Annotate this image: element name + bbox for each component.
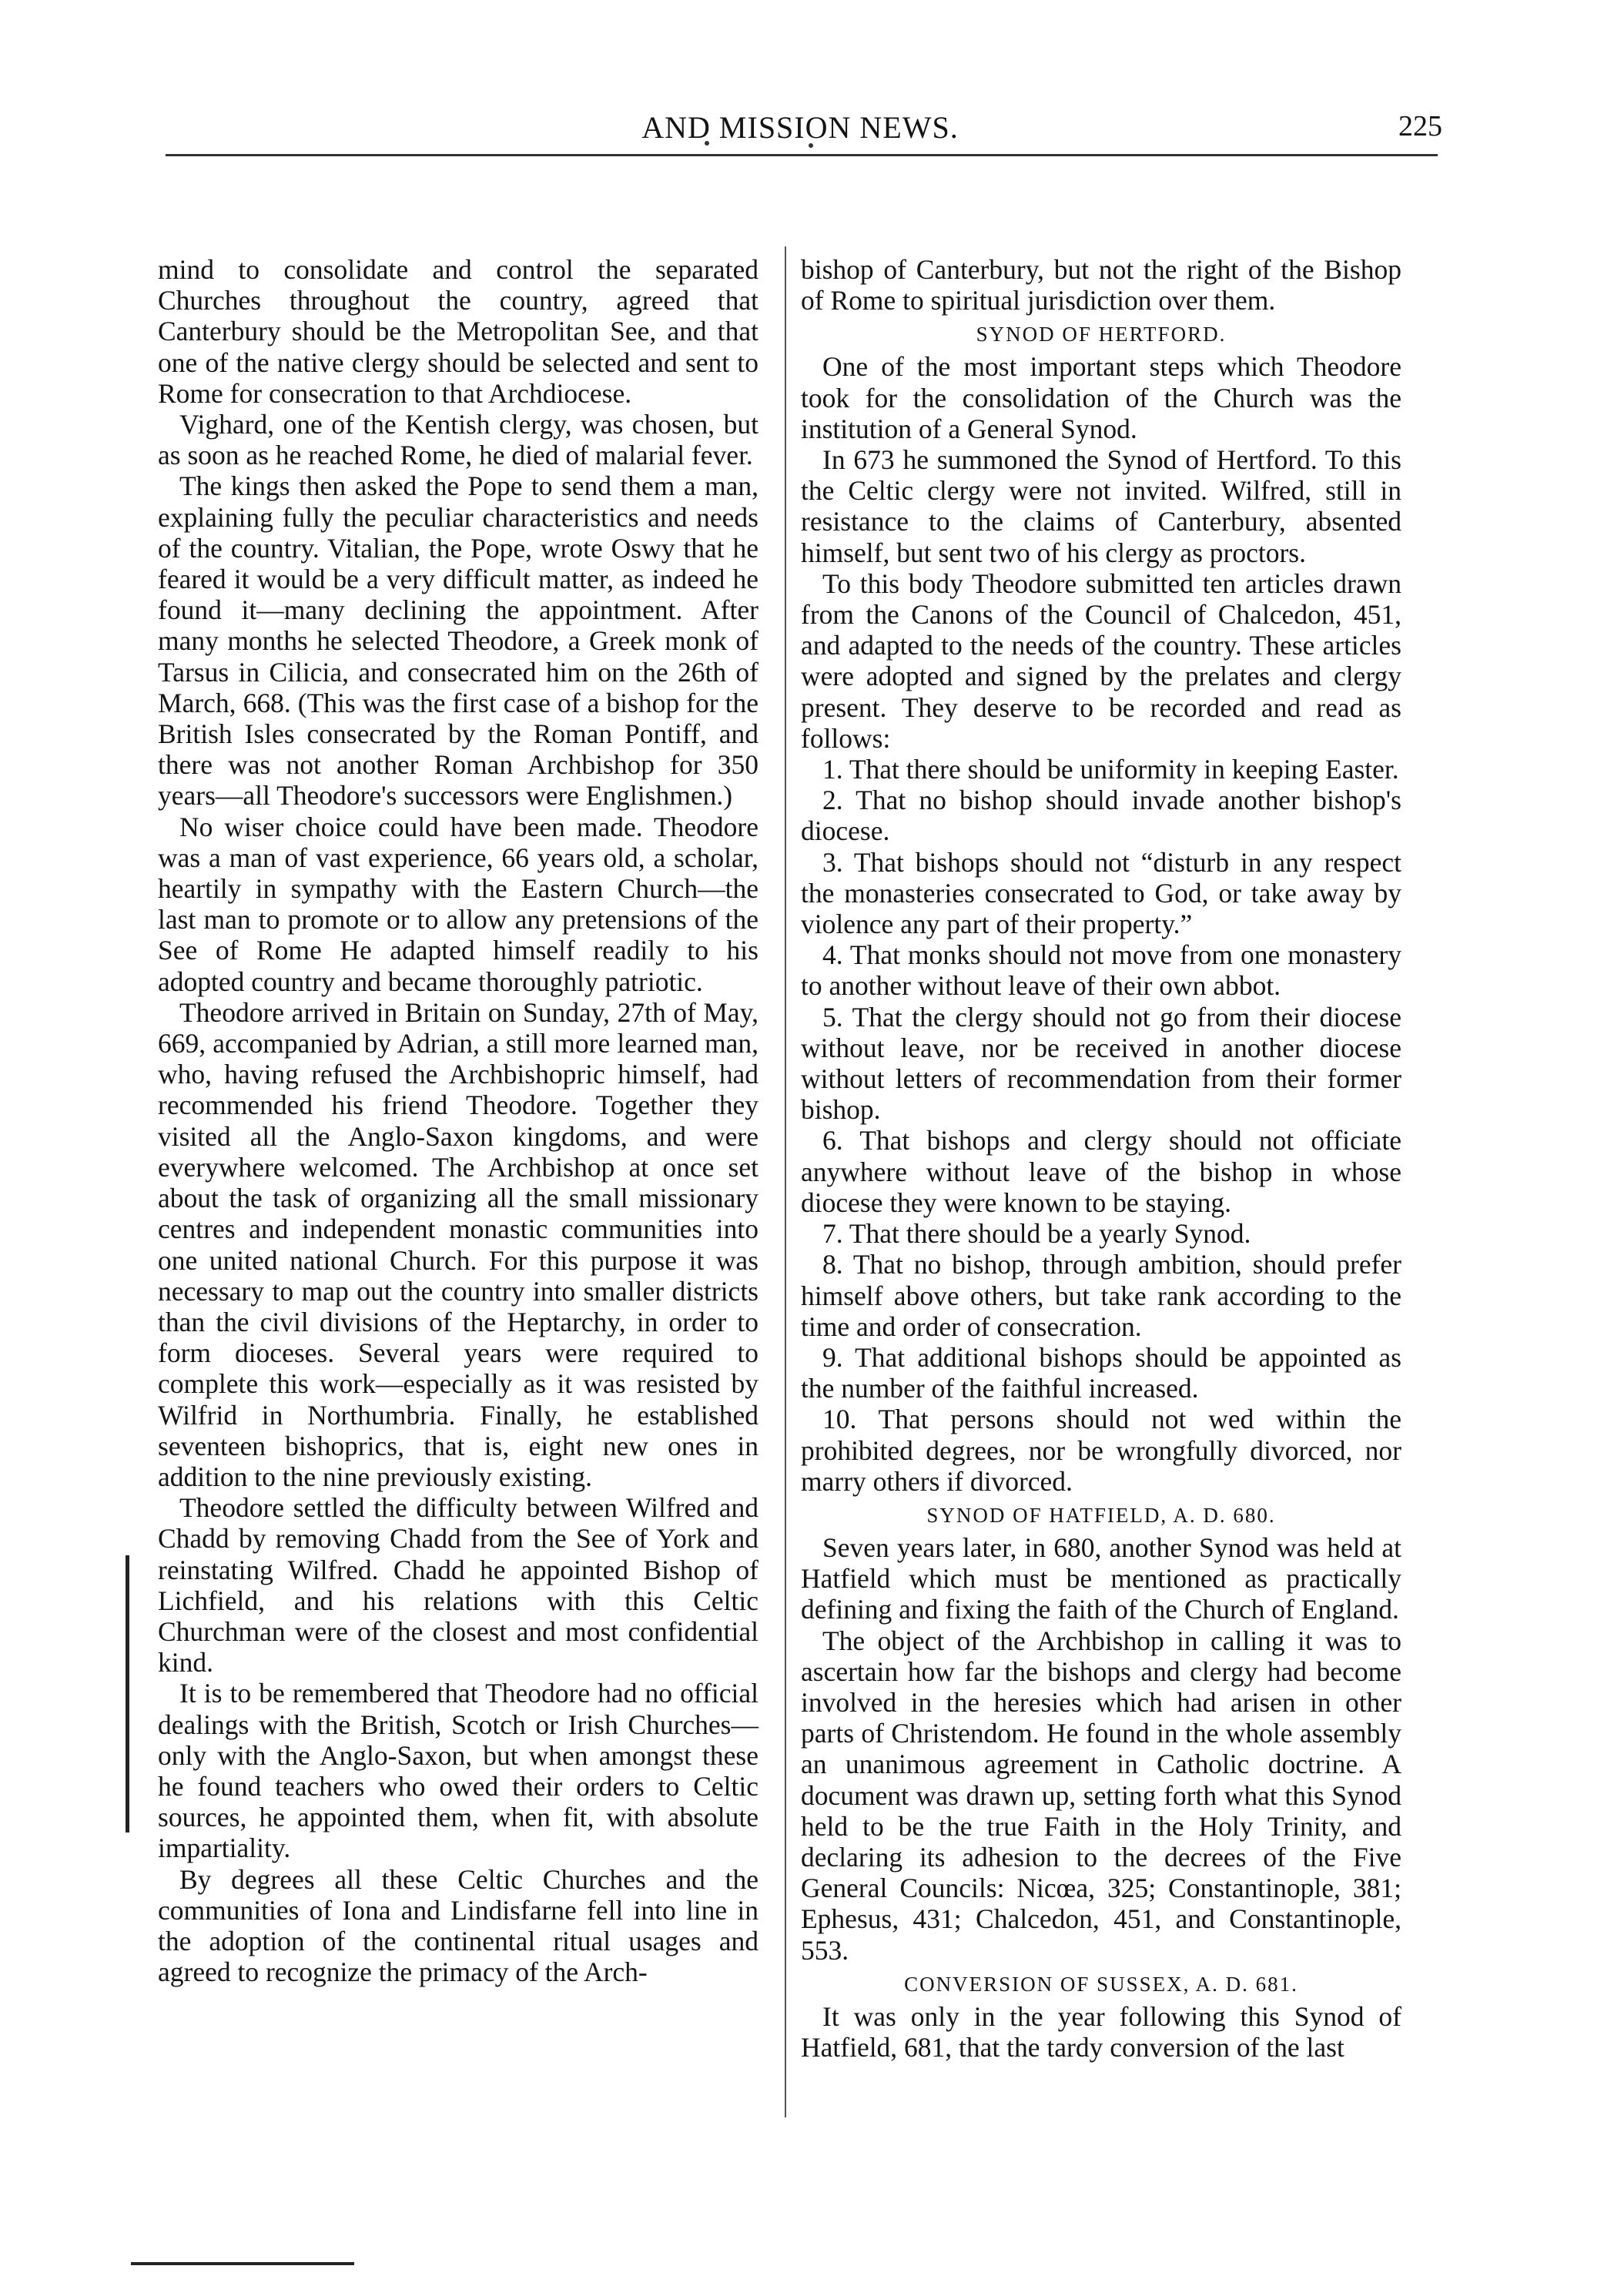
paragraph: Seven years later, in 680, another Synod was held at Hatfield which must be mentioned as practically defining and fixing the faith of the Church of England. xyxy=(801,1531,1401,1625)
section-heading-sussex: CONVERSION OF SUSSEX, A. D. 681. xyxy=(904,1972,1298,1996)
running-header xyxy=(158,109,1442,148)
article-item: 8. That no bishop, through ambition, should prefer himself above others, but take rank according to the time and order of consecration. xyxy=(801,1249,1401,1342)
article-item: 2. That no bishop should invade another bishop's diocese. xyxy=(801,785,1401,847)
article-item: 3. That bishops should not “disturb in any respect the monasteries consecrated to God, or take away by violence any part of their property.” xyxy=(801,846,1401,940)
section-heading-hertford: SYNOD OF HERTFORD. xyxy=(976,323,1227,346)
paragraph: mind to consolidate and control the separated Churches throughout the country, agreed that Canterbury should be the Metropolitan See, and that one of the native clergy should be selected and sent to Rome for consecration to that Archdiocese. xyxy=(158,254,758,409)
article-item: 7. That there should be a yearly Synod. xyxy=(822,1218,1251,1250)
article-item: 6. That bishops and clergy should not officiate anywhere without leave of the bishop in whose diocese they were known to be staying. xyxy=(801,1125,1401,1218)
paragraph: By degrees all these Celtic Churches and the communities of Iona and Lindisfarne fell into line in the adoption of the continental ritual usages and agreed to recognize the primacy of the Arch- xyxy=(158,1863,758,1988)
paragraph: Theodore arrived in Britain on Sunday, 27th of May, 669, accompanied by Adrian, a still more learned man, who, having refused the Archbishopric himself, had recommended his friend Theodore. Together they visited all the Anglo-Saxon kingdoms, and were everywhere welcomed. The Archbishop at once set about the task of organizing all the small missionary centres and independent monastic communities into one united national Church. For this purpose it was necessary to map out the country into smaller districts than the civil divisions of the Heptarchy, in order to form dioceses. Several years were required to complete this work—especially as it was resisted by Wilfrid in Northumbria. Finally, he established seventeen bishoprics, that is, eight new ones in addition to the nine previously existing. xyxy=(158,996,758,1492)
page-number: 225 xyxy=(1398,110,1442,142)
header-rule xyxy=(166,154,1438,156)
paragraph: The object of the Archbishop in calling it was to ascertain how far the bishops and clergy had become involved in the heresies which had arisen in other parts of Christendom. He found in the whole assembly an unanimous agreement in Catholic doctrine. A document was drawn up, setting forth what this Synod held to be the true Faith in the Holy Trinity, and declaring its adhesion to the decrees of the Five General Councils: Nicœa, 325; Constantinople, 381; Ephesus, 431; Chalcedon, 451, and Constantinople, 553. xyxy=(801,1625,1401,1966)
paragraph: To this body Theodore submitted ten articles drawn from the Canons of the Council of Chalcedon, 451, and adapted to the needs of the country. These articles were adopted and signed by the prelates and clergy present. They deserve to be recorded and read as follows: xyxy=(801,567,1401,754)
paragraph: Theodore settled the difficulty between Wilfred and Chadd by removing Chadd from the See of York and reinstating Wilfred. Chadd he appointed Bishop of Lichfield, and his relations with this Celtic Churchman were of the closest and most confidential kind. xyxy=(158,1492,758,1678)
right-column xyxy=(801,254,1401,2063)
paragraph: In 673 he summoned the Synod of Hertford. To this the Celtic clergy were not invited. Wilfred, still in resistance to the claims of Canterbury, absented himself, but sent two of his clergy as proctors. xyxy=(801,444,1401,568)
paragraph: No wiser choice could have been made. Theodore was a man of vast experience, 66 years old, a scholar, heartily in sympathy with the Eastern Church—the last man to promote or to allow any pretensions of the See of Rome He adapted himself readily to his adopted country and became thoroughly patriotic. xyxy=(158,811,758,997)
running-title: AND MISSION NEWS. xyxy=(641,110,959,145)
column-rule xyxy=(785,246,786,2117)
article-item: 4. That monks should not move from one monastery to another without leave of their own abbot. xyxy=(801,939,1401,1002)
paragraph: Vighard, one of the Kentish clergy, was chosen, but as soon as he reached Rome, he died of malarial fever. xyxy=(158,409,758,471)
paragraph: bishop of Canterbury, but not the right of the Bishop of Rome to spiritual jurisdiction over them. xyxy=(801,254,1401,316)
article-item: 10. That persons should not wed within the prohibited degrees, nor be wrongfully divorced, nor marry others if divorced. xyxy=(801,1404,1401,1497)
paragraph: It is to be remembered that Theodore had no official dealings with the British, Scotch or Irish Churches—only with the Anglo-Saxon, but when amongst these he found teachers who owed their orders to Celtic sources, he appointed them, when fit, with absolute impartiality. xyxy=(158,1678,758,1864)
paragraph: One of the most important steps which Theodore took for the consolidation of the Church was the institution of a General Synod. xyxy=(801,351,1401,444)
article-item: 9. That additional bishops should be appointed as the number of the faithful increased. xyxy=(801,1341,1401,1404)
margin-mark xyxy=(126,1555,134,1832)
article-item: 1. That there should be uniformity in keeping Easter. xyxy=(822,754,1399,785)
paragraph: The kings then asked the Pope to send them a man, explaining fully the peculiar characteristics and needs of the country. Vitalian, the Pope, wrote Oswy that he feared it would be a very difficult matter, as indeed he found it—many declining the appointment. After many months he selected Theodore, a Greek monk of Tarsus in Cilicia, and consecrated him on the 26th of March, 668. (This was the first case of a bishop for the British Isles consecrated by the Roman Pontiff, and there was not another Roman Archbishop for 350 years—all Theodore's successors were Englishmen.) xyxy=(158,470,758,812)
footer-rule xyxy=(131,2262,354,2265)
section-heading-hatfield: SYNOD OF HATFIELD, A. D. 680. xyxy=(926,1503,1276,1527)
paragraph: It was only in the year following this Synod of Hatfield, 681, that the tardy conversion of the last xyxy=(801,2000,1401,2063)
article-item: 5. That the clergy should not go from their diocese without leave, nor be received in another diocese without letters of recommendation from their former bishop. xyxy=(801,1001,1401,1126)
left-column xyxy=(158,254,758,1987)
